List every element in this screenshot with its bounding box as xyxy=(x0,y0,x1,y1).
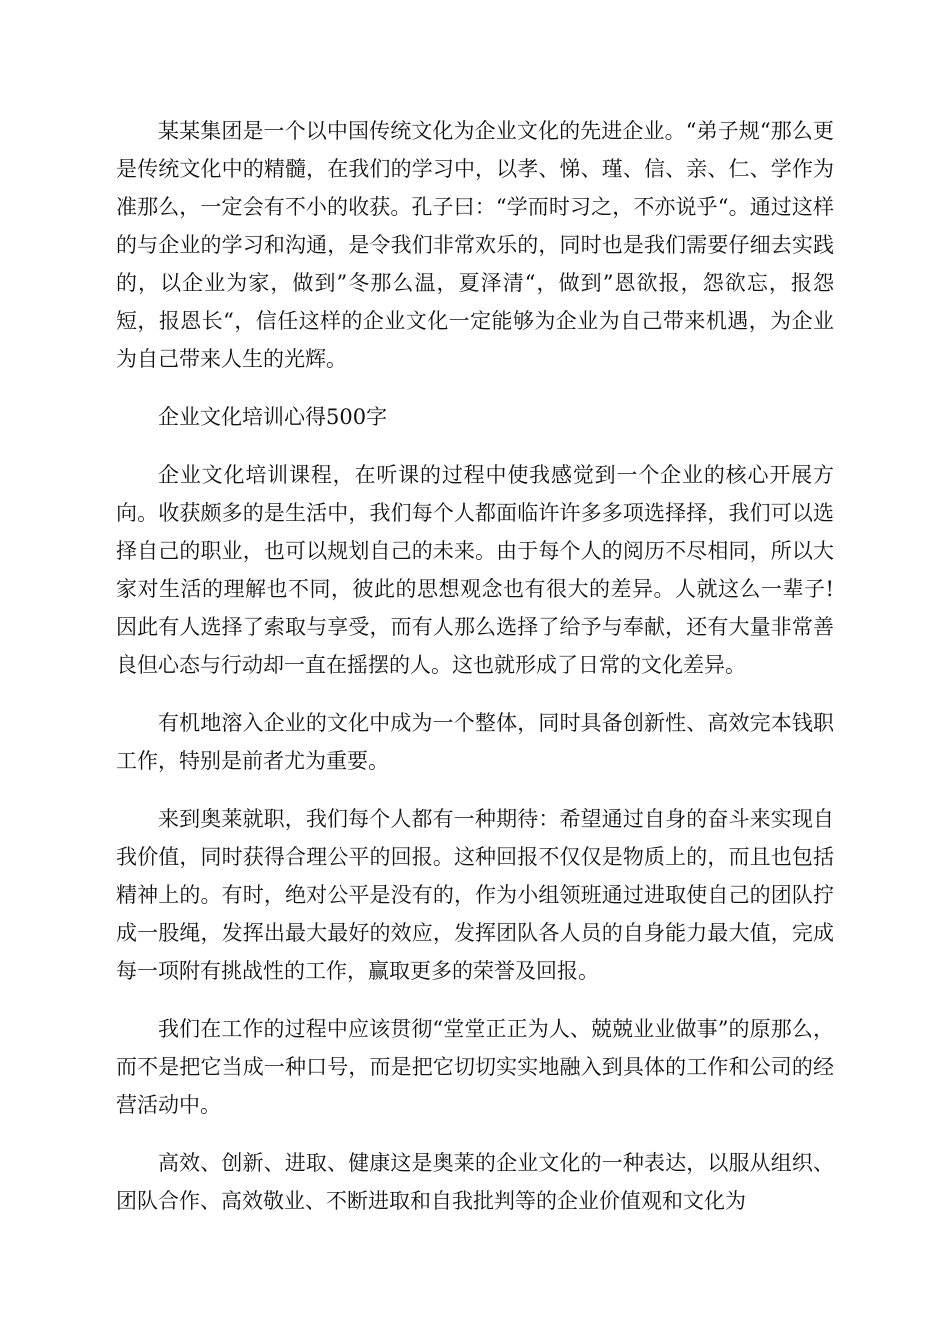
paragraph-culture: 高效、创新、进取、健康这是奥莱的企业文化的一种表达，以服从组织、团队合作、高效敬业、不断进取和自我批判等的企业价值观和文化为 xyxy=(116,1151,834,1213)
section-heading: 企业文化培训心得500字 xyxy=(158,405,388,429)
paragraph-integration: 有机地溶入企业的文化中成为一个整体，同时具备创新性、高效完本钱职工作，特别是前者尤为重要。 xyxy=(116,711,834,773)
paragraph-expectation: 来到奥莱就职，我们每个人都有一种期待：希望通过自身的奋斗来实现自我价值，同时获得合理公平的回报。这种回报不仅仅是物质上的，而且也包括精神上的。有时，绝对公平是没有的，作为小组领班通过进取使自己的团队拧成一股绳，发挥出最大最好的效应，发挥团队各人员的自身能力最大值，完成每一项附有挑战性的工作，赢取更多的荣誉及回报。 xyxy=(116,807,834,983)
paragraph-principle: 我们在工作的过程中应该贯彻“堂堂正正为人、兢兢业业做事”的原那么，而不是把它当成一种口号，而是把它切切实实地融入到具体的工作和公司的经营活动中。 xyxy=(116,1017,834,1117)
paragraph-training: 企业文化培训课程，在听课的过程中使我感觉到一个企业的核心开展方向。收获颇多的是生活中，我们每个人都面临许许多多项选择择，我们可以选择自己的职业，也可以规划自己的未来。由于每个人的阅历不尽相同，所以大家对生活的理解也不同，彼此的思想观念也有很大的差异。人就这么一辈子!因此有人选择了索取与享受，而有人那么选择了给予与奉献，还有大量非常善良但心态与行动却一直在摇摆的人。这也就形成了日常的文化差异。 xyxy=(116,463,834,677)
paragraph-intro: 某某集团是一个以中国传统文化为企业文化的先进企业。“弟子规“那么更是传统文化中的精髓，在我们的学习中，以孝、悌、瑾、信、亲、仁、学作为准那么，一定会有不小的收获。孔子曰：“学而时习之，不亦说乎“。通过这样的与企业的学习和沟通，是令我们非常欢乐的，同时也是我们需要仔细去实践的，以企业为家，做到”冬那么温，夏泽清“，做到”恩欲报，怨欲忘，报怨短，报恩长“，信任这样的企业文化一定能够为企业为自己带来机遇，为企业为自己带来人生的光辉。 xyxy=(116,119,834,371)
document-body xyxy=(116,112,834,1240)
